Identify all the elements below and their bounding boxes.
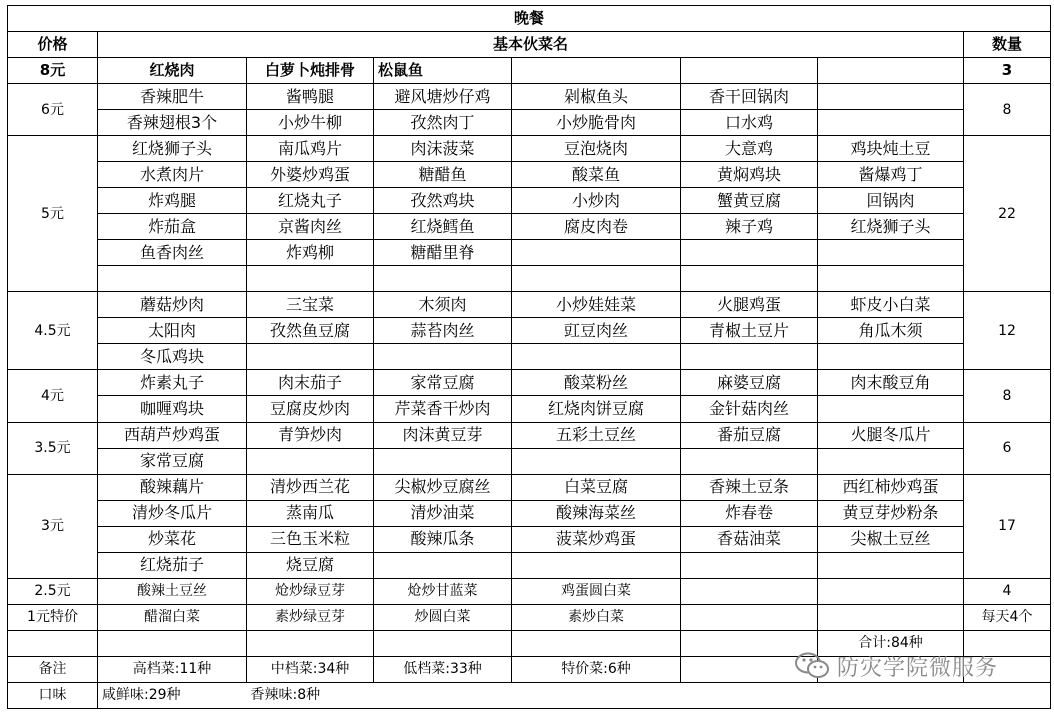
dish-cell	[512, 448, 681, 474]
dish-cell	[247, 266, 374, 292]
dinner-menu-table	[7, 5, 1051, 709]
menu-row	[8, 292, 1051, 318]
menu-row	[8, 110, 1051, 136]
dish-cell: 酸菜鱼	[512, 162, 681, 188]
dish-cell: 清炒油菜	[374, 500, 512, 526]
dish-cell	[247, 448, 374, 474]
count-cell: 17	[964, 474, 1051, 578]
dish-cell: 鸡块炖土豆	[818, 136, 964, 162]
header-row	[8, 32, 1051, 58]
dish-cell: 黄焖鸡块	[681, 162, 818, 188]
note-cell: 中档菜:34种	[247, 656, 374, 682]
dish-cell: 酱鸭腿	[247, 84, 374, 110]
menu-row	[8, 136, 1051, 162]
dish-cell	[681, 266, 818, 292]
dish-cell: 南瓜鸡片	[247, 136, 374, 162]
dish-cell	[818, 344, 964, 370]
price-cell: 备注	[8, 656, 98, 682]
dish-cell: 红烧肉	[98, 58, 247, 84]
dish-cell: 剁椒鱼头	[512, 84, 681, 110]
dish-cell: 冬瓜鸡块	[98, 344, 247, 370]
dish-cell: 炸素丸子	[98, 370, 247, 396]
dish-cell: 菠菜炒鸡蛋	[512, 526, 681, 552]
dish-cell: 小炒娃娃菜	[512, 292, 681, 318]
dish-cell	[98, 630, 247, 656]
dish-cell: 酸辣海菜丝	[512, 500, 681, 526]
dish-cell	[681, 604, 818, 630]
dish-cell	[818, 240, 964, 266]
dish-cell: 白菜豆腐	[512, 474, 681, 500]
dish-cell: 角瓜木须	[818, 318, 964, 344]
dish-cell	[98, 266, 247, 292]
wechat-icon	[795, 652, 829, 680]
menu-row	[8, 396, 1051, 422]
dish-cell	[374, 448, 512, 474]
dish-cell: 香辣土豆条	[681, 474, 818, 500]
dish-cell: 素炒绿豆芽	[247, 604, 374, 630]
count-cell: 12	[964, 292, 1051, 370]
dish-cell: 炸春卷	[681, 500, 818, 526]
dish-cell: 芹菜香干炒肉	[374, 396, 512, 422]
dish-cell	[247, 630, 374, 656]
dish-cell: 辣子鸡	[681, 214, 818, 240]
dish-cell: 家常豆腐	[98, 448, 247, 474]
price-cell: 3.5元	[8, 422, 98, 474]
dish-cell	[374, 552, 512, 578]
dish-cell: 麻婆豆腐	[681, 370, 818, 396]
dish-cell: 青笋炒肉	[247, 422, 374, 448]
dish-cell: 香菇油菜	[681, 526, 818, 552]
menu-row	[8, 188, 1051, 214]
dish-cell	[818, 578, 964, 604]
dish-cell	[818, 448, 964, 474]
dish-cell	[512, 58, 681, 84]
dish-cell: 炒圆白菜	[374, 604, 512, 630]
dish-cell: 五彩土豆丝	[512, 422, 681, 448]
taste-label: 口味	[8, 682, 98, 708]
dish-cell: 红烧狮子头	[98, 136, 247, 162]
title-row	[8, 6, 1051, 32]
dish-cell: 糖醋里脊	[374, 240, 512, 266]
dish-cell: 三宝菜	[247, 292, 374, 318]
dish-cell: 孜然鸡块	[374, 188, 512, 214]
dish-cell: 尖椒炒豆腐丝	[374, 474, 512, 500]
menu-row	[8, 500, 1051, 526]
dish-cell: 酸辣瓜条	[374, 526, 512, 552]
price-cell: 1元特价	[8, 604, 98, 630]
dish-cell: 炸鸡腿	[98, 188, 247, 214]
price-cell: 3元	[8, 474, 98, 578]
price-cell: 5元	[8, 136, 98, 292]
dish-cell	[512, 552, 681, 578]
dish-cell	[681, 448, 818, 474]
dish-cell: 鱼香肉丝	[98, 240, 247, 266]
menu-row	[8, 578, 1051, 604]
menu-row	[8, 318, 1051, 344]
dish-cell	[818, 110, 964, 136]
dish-cell: 酸辣藕片	[98, 474, 247, 500]
dish-cell: 大意鸡	[681, 136, 818, 162]
dish-cell: 蟹黄豆腐	[681, 188, 818, 214]
dish-cell: 虾皮小白菜	[818, 292, 964, 318]
dish-cell: 三色玉米粒	[247, 526, 374, 552]
watermark-text: 防灾学院微服务	[837, 655, 999, 681]
dish-cell: 火腿冬瓜片	[818, 422, 964, 448]
taste-salty: 咸鲜味:29种	[98, 682, 247, 708]
dish-cell: 京酱肉丝	[247, 214, 374, 240]
dish-cell	[374, 344, 512, 370]
price-cell: 6元	[8, 84, 98, 136]
dish-cell: 红烧狮子头	[818, 214, 964, 240]
dish-cell	[681, 552, 818, 578]
menu-row	[8, 84, 1051, 110]
note-cell: 低档菜:33种	[374, 656, 512, 682]
dish-cell: 松鼠鱼	[374, 58, 512, 84]
count-cell: 22	[964, 136, 1051, 292]
dish-cell: 西红柿炒鸡蛋	[818, 474, 964, 500]
price-cell: 4.5元	[8, 292, 98, 370]
dish-cell: 豆泡烧肉	[512, 136, 681, 162]
dish-cell: 白萝卜炖排骨	[247, 58, 374, 84]
dish-cell	[681, 240, 818, 266]
dish-cell: 炸鸡柳	[247, 240, 374, 266]
menu-row	[8, 604, 1051, 630]
dish-cell	[512, 240, 681, 266]
dish-cell: 避风塘炒仔鸡	[374, 84, 512, 110]
dish-cell	[512, 266, 681, 292]
dish-cell: 太阳肉	[98, 318, 247, 344]
menu-row	[8, 370, 1051, 396]
dish-cell	[681, 578, 818, 604]
dish-cell: 小炒肉	[512, 188, 681, 214]
dish-cell: 孜然鱼豆腐	[247, 318, 374, 344]
dish-cell: 炝炒甘蓝菜	[374, 578, 512, 604]
menu-row	[8, 240, 1051, 266]
dish-cell: 蘑菇炒肉	[98, 292, 247, 318]
dish-cell: 孜然肉丁	[374, 110, 512, 136]
header-price: 价格	[8, 32, 98, 58]
menu-row	[8, 474, 1051, 500]
menu-row	[8, 526, 1051, 552]
menu-row	[8, 422, 1051, 448]
note-cell: 特价菜:6种	[512, 656, 681, 682]
dish-cell: 肉沫菠菜	[374, 136, 512, 162]
dish-cell: 肉末茄子	[247, 370, 374, 396]
count-cell: 8	[964, 84, 1051, 136]
menu-row	[8, 448, 1051, 474]
taste-spicy: 香辣味:8种	[247, 682, 1051, 708]
dish-cell	[818, 552, 964, 578]
dish-cell: 番茄豆腐	[681, 422, 818, 448]
dish-cell	[818, 396, 964, 422]
dish-cell: 家常豆腐	[374, 370, 512, 396]
dish-cell: 青椒土豆片	[681, 318, 818, 344]
dish-cell: 素炒白菜	[512, 604, 681, 630]
dish-cell	[681, 58, 818, 84]
dish-cell: 小炒牛柳	[247, 110, 374, 136]
dish-cell: 腐皮肉卷	[512, 214, 681, 240]
dish-cell	[818, 58, 964, 84]
dish-cell	[818, 604, 964, 630]
dish-cell: 鸡蛋圆白菜	[512, 578, 681, 604]
dish-cell: 火腿鸡蛋	[681, 292, 818, 318]
dish-cell: 木须肉	[374, 292, 512, 318]
count-cell: 8	[964, 370, 1051, 422]
dish-cell: 醋溜白菜	[98, 604, 247, 630]
dish-cell: 香干回锅肉	[681, 84, 818, 110]
dish-cell: 酱爆鸡丁	[818, 162, 964, 188]
dish-cell: 豇豆肉丝	[512, 318, 681, 344]
count-cell: 每天4个	[964, 604, 1051, 630]
dish-cell: 豆腐皮炒肉	[247, 396, 374, 422]
price-cell	[8, 630, 98, 656]
price-cell: 2.5元	[8, 578, 98, 604]
dish-cell: 炸茄盒	[98, 214, 247, 240]
dish-cell: 酸辣土豆丝	[98, 578, 247, 604]
dish-cell: 炝炒绿豆芽	[247, 578, 374, 604]
watermark	[795, 648, 998, 684]
menu-row	[8, 214, 1051, 240]
menu-row	[8, 58, 1051, 84]
dish-cell: 水煮肉片	[98, 162, 247, 188]
dish-cell: 外婆炒鸡蛋	[247, 162, 374, 188]
dish-cell: 红烧肉饼豆腐	[512, 396, 681, 422]
dish-cell: 清炒西兰花	[247, 474, 374, 500]
header-count: 数量	[964, 32, 1051, 58]
dish-cell: 尖椒土豆丝	[818, 526, 964, 552]
menu-row	[8, 266, 1051, 292]
taste-row	[8, 682, 1051, 708]
price-cell: 4元	[8, 370, 98, 422]
total-cell: 合计:84种	[818, 630, 964, 656]
dish-cell: 红烧茄子	[98, 552, 247, 578]
count-cell: 3	[964, 58, 1051, 84]
dish-cell	[374, 630, 512, 656]
dish-cell: 烧豆腐	[247, 552, 374, 578]
dish-cell: 金针菇肉丝	[681, 396, 818, 422]
dish-cell: 肉末酸豆角	[818, 370, 964, 396]
dish-cell: 清炒冬瓜片	[98, 500, 247, 526]
dish-cell	[681, 344, 818, 370]
dish-cell	[374, 266, 512, 292]
dish-cell: 红烧丸子	[247, 188, 374, 214]
dish-cell: 红烧鳕鱼	[374, 214, 512, 240]
dish-cell: 肉沫黄豆芽	[374, 422, 512, 448]
dish-cell: 蒜苔肉丝	[374, 318, 512, 344]
count-cell: 6	[964, 422, 1051, 474]
dish-cell: 咖喱鸡块	[98, 396, 247, 422]
price-cell: 8元	[8, 58, 98, 84]
dish-cell: 糖醋鱼	[374, 162, 512, 188]
dish-cell: 回锅肉	[818, 188, 964, 214]
count-cell: 4	[964, 578, 1051, 604]
dish-cell	[247, 344, 374, 370]
dish-cell	[512, 344, 681, 370]
note-cell: 高档菜:11种	[98, 656, 247, 682]
menu-row	[8, 552, 1051, 578]
dish-cell	[818, 84, 964, 110]
dish-cell	[512, 630, 681, 656]
dish-cell: 口水鸡	[681, 110, 818, 136]
header-dishes: 基本伙菜名	[98, 32, 964, 58]
dish-cell: 酸菜粉丝	[512, 370, 681, 396]
dish-cell: 蒸南瓜	[247, 500, 374, 526]
menu-title: 晚餐	[8, 6, 1051, 32]
menu-row	[8, 162, 1051, 188]
dish-cell: 黄豆芽炒粉条	[818, 500, 964, 526]
dish-cell: 西葫芦炒鸡蛋	[98, 422, 247, 448]
dish-cell: 小炒脆骨肉	[512, 110, 681, 136]
dish-cell: 炒菜花	[98, 526, 247, 552]
dish-cell: 香辣翅根3个	[98, 110, 247, 136]
menu-row	[8, 344, 1051, 370]
dish-cell	[818, 266, 964, 292]
dish-cell: 香辣肥牛	[98, 84, 247, 110]
